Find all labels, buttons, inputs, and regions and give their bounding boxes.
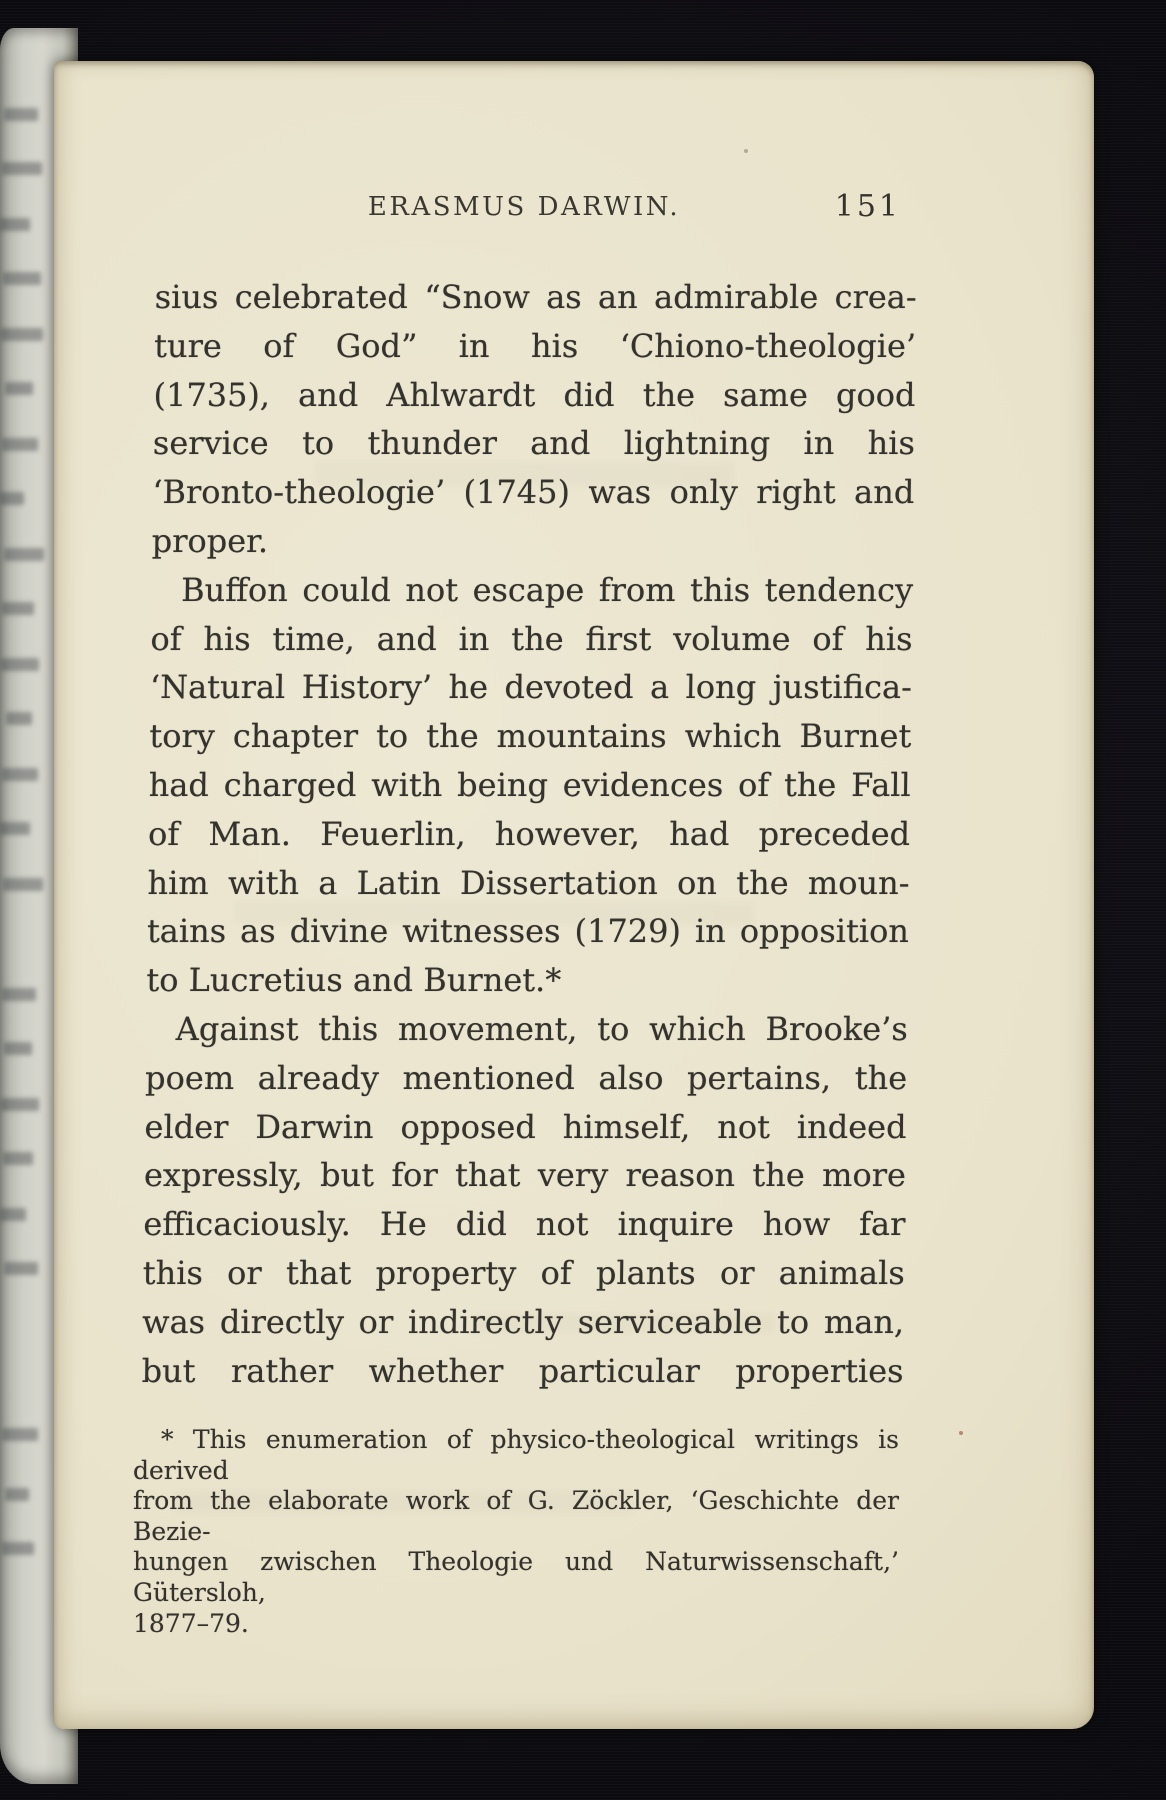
running-header (155, 187, 917, 227)
text-line: Buffon could not escape from this tendency (180, 570, 914, 609)
page-edge-ghost-text (3, 878, 43, 891)
book-page (54, 61, 1094, 1729)
footnote-line: from the elaborate work of G. Zöckler, ‘Geschichte der Bezie- (133, 1486, 899, 1546)
footnote-line: hungen zwischen Theologie und Naturwissenschaft,’ Gütersloh, (133, 1547, 899, 1607)
paper-speck (744, 149, 748, 153)
text-line: Against this movement, to which Brooke’s (175, 1009, 908, 1048)
text-line: expressly, but for that very reason the more (143, 1156, 907, 1195)
text-line: ‘Bronto-theologie’ (1745) was only right and (152, 473, 915, 512)
text-line: this or that property of plants or animals (142, 1253, 906, 1292)
footnote-line: * This enumeration of physico-theological writings is derived (133, 1425, 899, 1485)
body-text (141, 273, 917, 1395)
text-line: was directly or indirectly serviceable to man, (141, 1302, 905, 1341)
page-edge-ghost-text (6, 712, 32, 725)
running-title: ERASMUS DARWIN. (367, 192, 681, 222)
text-line: service to thunder and lightning in his (152, 424, 916, 463)
footnote-line: 1877–79. (133, 1608, 249, 1638)
text-line: but rather whether particular properties (141, 1351, 904, 1390)
text-line: (1735), and Ahlwardt did the same good (153, 375, 916, 414)
page-edge-ghost-text (5, 1488, 29, 1501)
text-line: tains as divine witnesses (1729) in opposition (146, 912, 910, 951)
page-edge-ghost-text (1, 328, 43, 341)
page-edge-ghost-text (4, 108, 38, 121)
page-edge-ghost-text (2, 768, 38, 781)
text-line: ture of God” in his ‘Chiono-theologie’ (153, 326, 917, 365)
text-line: efficaciously. He did not inquire how far (143, 1205, 906, 1244)
footnote (133, 1425, 899, 1639)
text-line: proper. (151, 521, 269, 560)
page-edge-ghost-text (5, 382, 33, 395)
text-line: ‘Natural History’ he devoted a long justifica- (149, 668, 913, 707)
text-line: tory chapter to the mountains which Burnet (149, 717, 912, 756)
text-line: of his time, and in the first volume of his (150, 619, 913, 658)
text-line: had charged with being evidences of the Fall (148, 765, 911, 804)
page-edge-ghost-text (4, 1262, 38, 1275)
page-edge-ghost-text (4, 1042, 32, 1055)
text-line: him with a Latin Dissertation on the moun- (147, 863, 910, 902)
text-line: elder Darwin opposed himself, not indeed (144, 1107, 907, 1146)
page-edge-ghost-text (3, 1152, 33, 1165)
paper-speck (959, 1431, 963, 1435)
text-line: sius celebrated “Snow as an admirable crea- (154, 278, 917, 316)
page-edge-ghost-text (2, 602, 34, 615)
page-edge-ghost-text (0, 1208, 26, 1221)
text-line: poem already mentioned also pertains, the (144, 1058, 908, 1097)
text-line: of Man. Feuerlin, however, had preceded (147, 814, 911, 853)
page-number: 151 (834, 189, 901, 224)
page-edge-ghost-text (2, 1542, 34, 1555)
page-edge-ghost-text (1, 658, 39, 671)
page-edge-ghost-text (0, 822, 30, 835)
page-edge-ghost-text (1, 1098, 39, 1111)
page-edge-ghost-text (0, 218, 30, 231)
page-edge-ghost-text (3, 272, 41, 285)
text-line: to Lucretius and Burnet.* (146, 961, 562, 1000)
page-edge-ghost-text (2, 988, 36, 1001)
page-edge-ghost-text (0, 492, 24, 505)
page-edge-ghost-text (2, 438, 38, 451)
page-edge-ghost-text (2, 162, 42, 175)
page-edge-ghost-text (2, 1428, 38, 1441)
page-edge-ghost-text (4, 548, 44, 561)
